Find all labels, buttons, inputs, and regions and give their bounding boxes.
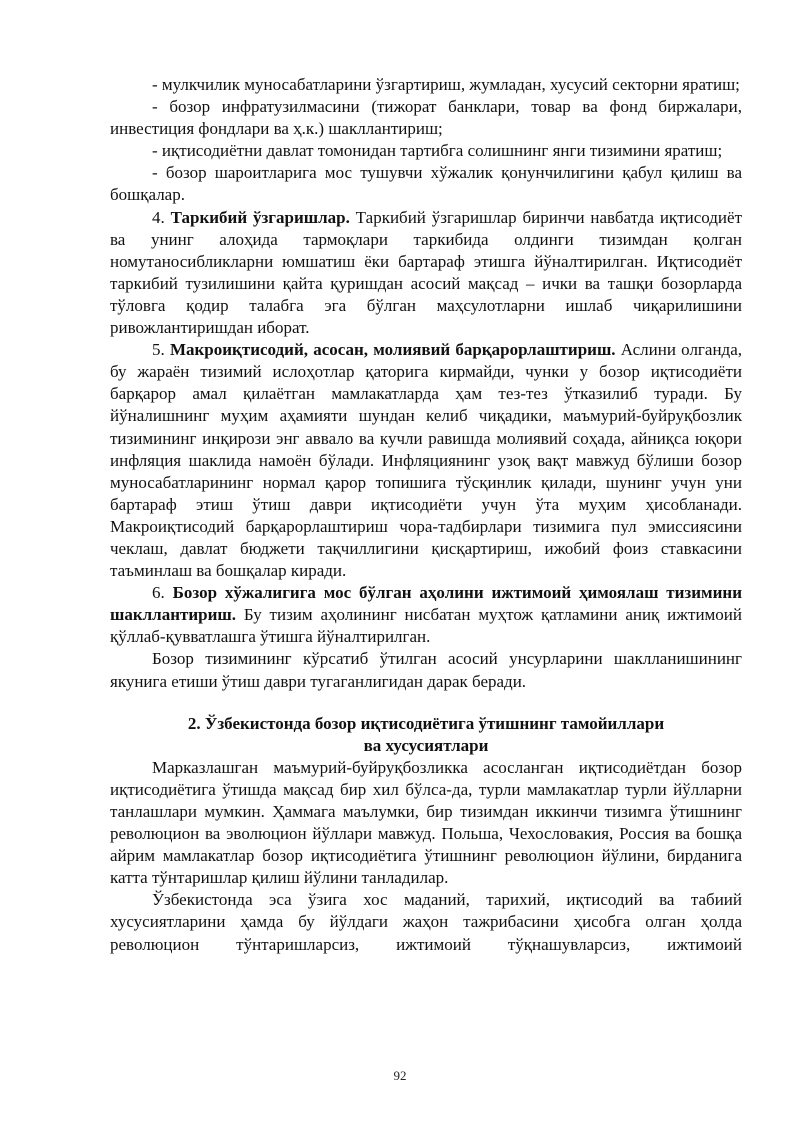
section-title-line-1: 2. Ўзбекистонда бозор иқтисодиётига ўтишнинг тамойиллари xyxy=(187,713,665,733)
list-item: - иқтисодиётни давлат томонидан тартибга солишнинг янги тизимини яратиш; xyxy=(152,141,723,161)
list-item: - бозор инфратузилмасини (тижорат банклари, товар ва фонд биржалари, инвестиция фондлари ва ҳ.к.) шакллантириш; xyxy=(110,97,742,139)
list-item: - мулкчилик муносабатларини ўзгартириш, жумладан, хусусий секторни яратиш; xyxy=(152,75,740,94)
section-heading: Макроиқтисодий, асосан, молиявий барқарорлаштириш. xyxy=(169,340,616,360)
section-text: Таркибий ўзгаришлар биринчи навбатда иқтисодиёт ва унинг алоҳида тармоқлари таркибида олдинги тизимдан қолган номутаносибликларни юмшатиш ёки бартараф этишга йўналтирилган. Иқтисодиёт таркибий тузилишини қайта қуришдан асосий мақсад – ички ва ташқи бозорларда тўловга қодир талабга эга бўлган маҳсулотларни ишлаб чиқарилишини ривожлантиришдан иборат. xyxy=(110,207,742,338)
list-item: - бозор шароитларига мос тушувчи хўжалик қонунчилигини қабул қилиш ва бошқалар. xyxy=(110,163,742,205)
section-number: 6. xyxy=(152,583,173,603)
section-5-paragraph xyxy=(110,339,742,582)
section-title xyxy=(110,713,742,757)
section-text: Аслини олганда, бу жараён тизимий ислоҳотлар қаторига кирмайди, чунки у бозор иқтисодиёти барқарор амал қилаётган мамлакатларда ҳам тез-тез ўтказилиб туради. Бу йўналишнинг муҳим аҳамияти шундан келиб чиқадики, маъмурий-буйруқбозлик тизимининг инқирози энг аввало ва кучли равишда молиявий соҳада, айниқса юқори инфляция шаклида намоён бўлади. Инфляциянинг узоқ вақт мавжуд бўлиши бозор муносабатларининг нормал қарор топишига тўсқинлик қилади, шунинг учун уни бартараф этиш ўтиш даври иқтисодиёти учун ўта муҳим ҳисобланади. Макроиқтисодий барқарорлаштириш чора-тадбирлари тизимига пул эмиссиясини чеклаш, давлат бюджети тақчиллигини қисқартириш, ижобий фоиз ставкасини таъминлаш ва бошқалар киради. xyxy=(110,340,742,581)
section-number: 5. xyxy=(152,340,170,360)
page-number: 92 xyxy=(393,1068,407,1083)
section-heading: Бозор хўжалигига мос бўлган аҳолини ижтимоий ҳимоялаш тизимини шакллантириш. xyxy=(110,583,743,625)
section-heading: Таркибий ўзгаришлар. xyxy=(170,207,350,227)
body-paragraph: Марказлашган маъмурий-буйруқбозликка асосланган иқтисодиётдан бозор иқтисодиётига ўтишда мақсад бир хил бўлса-да, турли мамлакатлар турли йўлларни танлашлари мумкин. Ҳаммага маълумки, бир тизимдан иккинчи тизимга ўтишнинг революцион ва эволюцион йўллари мавжуд. Польша, Чехословакия, Россия ва бошқа айрим мамлакатлар бозор иқтисодиётига ўтишнинг революцион йўлини, бирданига катта тўнтаришлар қилиш йўлини танладилар. xyxy=(110,757,742,888)
section-number: 4. xyxy=(152,207,171,227)
section-text: Бу тизим аҳолининг нисбатан муҳтож қатламини аниқ ижтимоий қўллаб-қувватлашга ўтишга йўналтирилган. xyxy=(110,605,742,647)
section-6-paragraph xyxy=(110,582,742,648)
document-page xyxy=(110,74,742,956)
closing-paragraph: Бозор тизимининг кўрсатиб ўтилган асосий унсурларини шаклланишининг якунига етиши ўтиш даври тугаганлигидан дарак беради. xyxy=(110,649,742,691)
body-paragraph: Ўзбекистонда эса ўзига хос маданий, тарихий, иқтисодий ва табиий хусусиятларини ҳамда бу йўлдаги жаҳон тажрибасини ҳисобга олган ҳолда революцион тўнтаришларсиз, ижтимоий тўқнашувларсиз, ижтимоий xyxy=(110,890,742,954)
section-title-line-2: ва хусусиятлари xyxy=(363,735,489,755)
section-4-paragraph xyxy=(110,207,742,340)
